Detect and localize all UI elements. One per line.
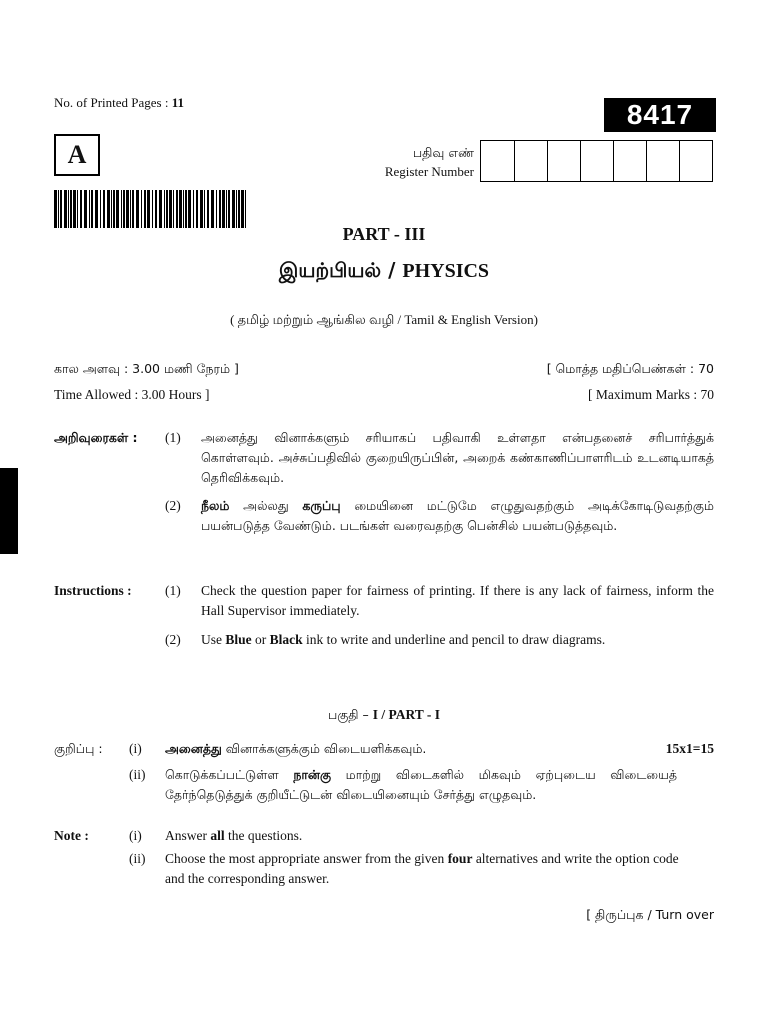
margin-marker — [0, 468, 18, 554]
instruction-tamil-number: (1) — [165, 430, 181, 445]
section-heading-tamil: பகுதி – — [327, 707, 373, 722]
register-label-tamil: பதிவு எண் — [412, 145, 474, 160]
register-digit-box[interactable] — [679, 141, 712, 181]
version-line: ( தமிழ் மற்றும் ஆங்கில வழி / Tamil & English Version) — [230, 312, 538, 327]
instructions-tamil-label: அறிவுரைகள் : — [54, 430, 138, 445]
instruction-tamil-text — [201, 496, 714, 536]
instruction-english-number: (2) — [165, 632, 181, 647]
set-letter-box: A — [54, 134, 100, 176]
register-label-english: Register Number — [384, 164, 474, 179]
note-tamil-fragment: மாற்று விடைகளில் மிகவும் ஏற்புடைய விடையைத் தேர்ந்தெடுத்துக் குறியீட்டுடன் விடையினையும் சேர்த்து எழுதவும். — [165, 767, 677, 802]
section-marks: 15x1=15 — [665, 741, 714, 756]
note-english-fragment: Choose the most appropriate answer from the given — [165, 851, 448, 866]
note-tamil-number: (ii) — [129, 767, 146, 782]
instruction-english-fragment: ink to write and underline and pencil to draw diagrams. — [302, 632, 606, 647]
instruction-tamil-number: (2) — [165, 498, 181, 513]
note-english-bold: four — [447, 851, 473, 866]
note-tamil-text — [165, 765, 677, 805]
subject-title-tamil: இயற்பியல் / — [278, 258, 403, 282]
instruction-english-number: (1) — [165, 583, 181, 598]
max-marks-tamil: [ மொத்த மதிப்பெண்கள் : 70 — [546, 361, 714, 376]
section-heading — [0, 705, 768, 725]
printed-pages — [54, 95, 184, 111]
time-allowed-tamil: கால அளவு : 3.00 மணி நேரம் ] — [54, 361, 239, 376]
max-marks-english: [ Maximum Marks : 70 — [588, 387, 714, 402]
register-digit-box[interactable] — [514, 141, 547, 181]
instruction-tamil-text: அனைத்து வினாக்களும் சரியாகப் பதிவாகி உள்ளதா என்பதனைச் சரிபார்த்துக் கொள்ளவும். அச்சுப்பதிவில் குறையிருப்பின், அறைக் கண்காணிப்பாளரிடம் உடனடியாகத் தெரிவிக்கவும். — [201, 430, 714, 485]
subject-title-english: PHYSICS — [402, 260, 490, 282]
note-tamil-bold: அனைத்து — [165, 741, 222, 756]
instructions-english-label: Instructions : — [54, 583, 132, 598]
instruction-tamil-bold: நீலம் — [201, 498, 230, 513]
instruction-tamil-fragment: அல்லது — [229, 498, 303, 513]
part-title: PART - III — [342, 224, 426, 244]
note-tamil-fragment: கொடுக்கப்பட்டுள்ள — [165, 767, 294, 782]
instruction-english-bold: Blue — [225, 632, 252, 647]
note-english-text — [165, 826, 302, 846]
note-english-fragment: alternatives and write the option code and the corresponding answer. — [165, 851, 679, 886]
note-english-fragment: the questions. — [224, 828, 303, 843]
instruction-tamil-fragment: மையினை மட்டுமே எழுதுவதற்கும் அடிக்கோடிடுவதற்கும் பயன்படுத்த வேண்டும். படங்கள் வரைவதற்கு பென்சில் பயன்படுத்தவும். — [201, 498, 714, 533]
register-digit-box[interactable] — [580, 141, 613, 181]
register-number-labels — [340, 143, 474, 181]
printed-pages-label: No. of Printed Pages : — [54, 95, 172, 110]
register-number-boxes[interactable] — [480, 140, 713, 182]
note-tamil-bold: நான்கு — [293, 767, 332, 782]
instruction-english-text: Check the question paper for fairness of printing. If there is any lack of fairness, inform the Hall Supervisor immediately. — [201, 583, 714, 618]
note-tamil-fragment: வினாக்களுக்கும் விடையளிக்கவும். — [221, 741, 427, 756]
note-english-number: (i) — [129, 828, 142, 843]
register-digit-box[interactable] — [547, 141, 580, 181]
subject-title — [0, 258, 768, 285]
time-allowed-english: Time Allowed : 3.00 Hours ] — [54, 387, 210, 402]
note-english-fragment: Answer — [165, 828, 211, 843]
note-tamil-number: (i) — [129, 741, 142, 756]
instruction-english-text — [201, 630, 714, 650]
turn-over — [414, 905, 714, 925]
register-digit-box[interactable] — [481, 141, 514, 181]
printed-pages-value: 11 — [171, 95, 185, 110]
note-english-text — [165, 849, 685, 889]
note-tamil-label: குறிப்பு : — [54, 741, 103, 756]
section-heading-english: I / PART - I — [372, 707, 441, 722]
register-digit-box[interactable] — [613, 141, 646, 181]
instruction-english-fragment: or — [251, 632, 270, 647]
instruction-english-bold: Black — [269, 632, 303, 647]
note-english-label: Note : — [54, 828, 89, 843]
instruction-english-fragment: Use — [201, 632, 226, 647]
register-digit-box[interactable] — [646, 141, 679, 181]
note-english-number: (ii) — [129, 851, 146, 866]
note-tamil-text — [165, 739, 426, 759]
note-english-bold: all — [210, 828, 225, 843]
paper-code: 8417 — [604, 98, 716, 132]
turn-over-text: [ திருப்புக / Turn over — [586, 907, 714, 922]
instruction-tamil-bold: கருப்பு — [302, 498, 341, 513]
barcode-image — [54, 190, 248, 228]
